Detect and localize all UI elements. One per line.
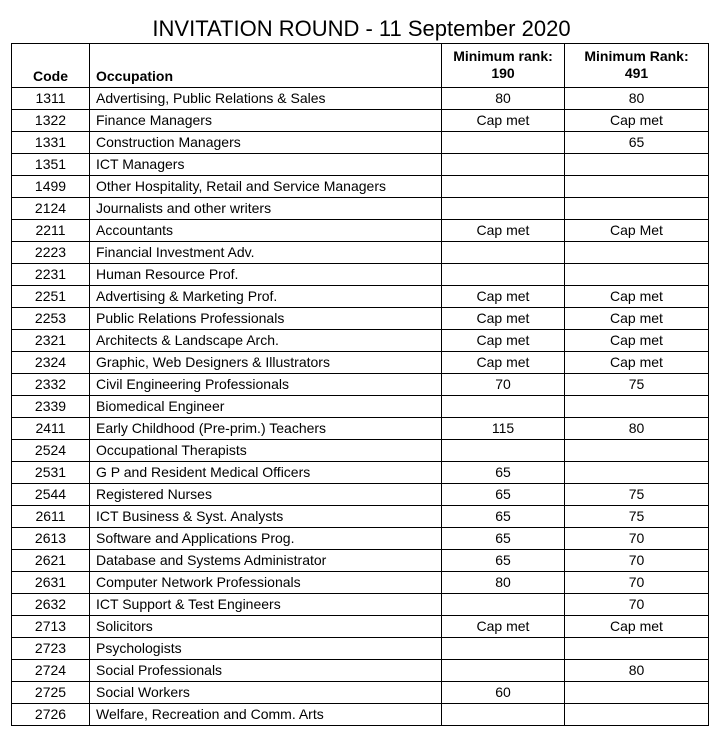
- cell-min-rank-190: 65: [442, 506, 565, 528]
- cell-min-rank-190: Cap met: [442, 220, 565, 242]
- table-row: [12, 594, 709, 616]
- cell-code: 1351: [12, 154, 90, 176]
- table-row: [12, 440, 709, 462]
- table-row: [12, 572, 709, 594]
- cell-occupation: Graphic, Web Designers & Illustrators: [90, 352, 442, 374]
- header-min-rank-491: [565, 44, 709, 88]
- cell-code: 2321: [12, 330, 90, 352]
- cell-min-rank-190: Cap met: [442, 352, 565, 374]
- cell-min-rank-491: [565, 682, 709, 704]
- cell-code: 2544: [12, 484, 90, 506]
- cell-code: 2713: [12, 616, 90, 638]
- cell-occupation: Welfare, Recreation and Comm. Arts: [90, 704, 442, 726]
- cell-min-rank-491: 70: [565, 528, 709, 550]
- table-row: [12, 110, 709, 132]
- cell-min-rank-190: [442, 660, 565, 682]
- table-row: [12, 176, 709, 198]
- cell-code: 1499: [12, 176, 90, 198]
- table-row: [12, 462, 709, 484]
- cell-code: 2724: [12, 660, 90, 682]
- cell-min-rank-491: 70: [565, 550, 709, 572]
- cell-occupation: Accountants: [90, 220, 442, 242]
- cell-min-rank-491: 65: [565, 132, 709, 154]
- cell-min-rank-491: 75: [565, 506, 709, 528]
- table-row: [12, 330, 709, 352]
- cell-code: 2632: [12, 594, 90, 616]
- cell-min-rank-190: 65: [442, 484, 565, 506]
- table-row: [12, 616, 709, 638]
- table-row: [12, 242, 709, 264]
- table-row: [12, 220, 709, 242]
- cell-code: 2621: [12, 550, 90, 572]
- table-row: [12, 396, 709, 418]
- cell-occupation: Solicitors: [90, 616, 442, 638]
- table-row: [12, 308, 709, 330]
- cell-min-rank-190: [442, 440, 565, 462]
- cell-min-rank-491: [565, 638, 709, 660]
- table-row: [12, 286, 709, 308]
- cell-occupation: Public Relations Professionals: [90, 308, 442, 330]
- cell-min-rank-491: 80: [565, 88, 709, 110]
- header-min-rank-491-label: Minimum Rank:: [584, 47, 689, 64]
- cell-occupation: Psychologists: [90, 638, 442, 660]
- cell-min-rank-190: Cap met: [442, 286, 565, 308]
- page-title: INVITATION ROUND - 11 September 2020: [152, 16, 571, 41]
- cell-occupation: ICT Managers: [90, 154, 442, 176]
- cell-min-rank-190: 65: [442, 528, 565, 550]
- cell-occupation: Computer Network Professionals: [90, 572, 442, 594]
- cell-min-rank-491: Cap met: [565, 308, 709, 330]
- table-row: [12, 682, 709, 704]
- cell-code: 2411: [12, 418, 90, 440]
- cell-occupation: Advertising & Marketing Prof.: [90, 286, 442, 308]
- cell-min-rank-491: 80: [565, 660, 709, 682]
- cell-code: 2124: [12, 198, 90, 220]
- header-code: Code: [12, 44, 90, 88]
- header-min-rank-190-label: Minimum rank:: [453, 47, 553, 64]
- cell-min-rank-190: [442, 638, 565, 660]
- table-row: [12, 506, 709, 528]
- table-row: [12, 418, 709, 440]
- cell-code: 2611: [12, 506, 90, 528]
- cell-min-rank-491: [565, 440, 709, 462]
- cell-code: 2524: [12, 440, 90, 462]
- cell-occupation: Journalists and other writers: [90, 198, 442, 220]
- cell-occupation: Early Childhood (Pre-prim.) Teachers: [90, 418, 442, 440]
- cell-min-rank-491: 70: [565, 594, 709, 616]
- cell-min-rank-190: [442, 704, 565, 726]
- cell-occupation: Social Workers: [90, 682, 442, 704]
- table-row: [12, 660, 709, 682]
- cell-code: 2211: [12, 220, 90, 242]
- cell-min-rank-491: Cap met: [565, 110, 709, 132]
- cell-code: 2723: [12, 638, 90, 660]
- cell-min-rank-190: 115: [442, 418, 565, 440]
- cell-code: 2631: [12, 572, 90, 594]
- table-row: [12, 550, 709, 572]
- header-min-rank-491-value: 491: [624, 64, 649, 81]
- cell-min-rank-491: Cap met: [565, 616, 709, 638]
- cell-min-rank-491: Cap met: [565, 286, 709, 308]
- cell-code: 2324: [12, 352, 90, 374]
- cell-min-rank-491: 75: [565, 374, 709, 396]
- cell-code: 2253: [12, 308, 90, 330]
- cell-occupation: G P and Resident Medical Officers: [90, 462, 442, 484]
- table-row: [12, 352, 709, 374]
- cell-min-rank-190: Cap met: [442, 616, 565, 638]
- cell-min-rank-491: [565, 704, 709, 726]
- table-row: [12, 198, 709, 220]
- cell-occupation: Software and Applications Prog.: [90, 528, 442, 550]
- cell-code: 1331: [12, 132, 90, 154]
- cell-min-rank-190: [442, 242, 565, 264]
- cell-code: 1322: [12, 110, 90, 132]
- header-occupation: Occupation: [90, 44, 442, 88]
- table-row: [12, 374, 709, 396]
- cell-min-rank-190: [442, 154, 565, 176]
- table-row: [12, 638, 709, 660]
- cell-min-rank-190: 65: [442, 550, 565, 572]
- table-row: [12, 528, 709, 550]
- cell-occupation: Construction Managers: [90, 132, 442, 154]
- cell-code: 2531: [12, 462, 90, 484]
- cell-occupation: Human Resource Prof.: [90, 264, 442, 286]
- cell-code: 2223: [12, 242, 90, 264]
- cell-min-rank-491: [565, 198, 709, 220]
- cell-min-rank-190: [442, 594, 565, 616]
- cell-min-rank-491: Cap met: [565, 330, 709, 352]
- table-row: [12, 264, 709, 286]
- cell-code: 2613: [12, 528, 90, 550]
- header-min-rank-190-value: 190: [491, 64, 515, 81]
- cell-min-rank-491: [565, 396, 709, 418]
- table-body: [12, 88, 709, 726]
- cell-min-rank-190: [442, 132, 565, 154]
- table-header-row: [12, 44, 709, 88]
- cell-occupation: ICT Support & Test Engineers: [90, 594, 442, 616]
- cell-min-rank-491: [565, 242, 709, 264]
- table-row: [12, 484, 709, 506]
- cell-occupation: Registered Nurses: [90, 484, 442, 506]
- cell-min-rank-491: 70: [565, 572, 709, 594]
- cell-min-rank-491: Cap Met: [565, 220, 709, 242]
- cell-code: 1311: [12, 88, 90, 110]
- cell-min-rank-190: Cap met: [442, 330, 565, 352]
- cell-occupation: Other Hospitality, Retail and Service Managers: [90, 176, 442, 198]
- cell-occupation: Financial Investment Adv.: [90, 242, 442, 264]
- cell-min-rank-491: [565, 462, 709, 484]
- table-row: [12, 704, 709, 726]
- cell-min-rank-190: [442, 176, 565, 198]
- cell-occupation: ICT Business & Syst. Analysts: [90, 506, 442, 528]
- cell-min-rank-491: [565, 176, 709, 198]
- cell-occupation: Finance Managers: [90, 110, 442, 132]
- cell-min-rank-190: Cap met: [442, 308, 565, 330]
- cell-min-rank-491: 75: [565, 484, 709, 506]
- table-row: [12, 88, 709, 110]
- cell-code: 2251: [12, 286, 90, 308]
- cell-code: 2332: [12, 374, 90, 396]
- cell-min-rank-190: 70: [442, 374, 565, 396]
- cell-code: 2231: [12, 264, 90, 286]
- cell-min-rank-190: [442, 396, 565, 418]
- cell-occupation: Occupational Therapists: [90, 440, 442, 462]
- cell-code: 2726: [12, 704, 90, 726]
- cell-occupation: Architects & Landscape Arch.: [90, 330, 442, 352]
- table-row: [12, 154, 709, 176]
- cell-min-rank-491: 80: [565, 418, 709, 440]
- cell-min-rank-491: Cap met: [565, 352, 709, 374]
- cell-min-rank-190: [442, 198, 565, 220]
- cell-min-rank-190: Cap met: [442, 110, 565, 132]
- cell-occupation: Advertising, Public Relations & Sales: [90, 88, 442, 110]
- cell-min-rank-491: [565, 154, 709, 176]
- cell-occupation: Social Professionals: [90, 660, 442, 682]
- cell-min-rank-190: [442, 264, 565, 286]
- cell-occupation: Biomedical Engineer: [90, 396, 442, 418]
- header-min-rank-190: [442, 44, 565, 88]
- cell-code: 2339: [12, 396, 90, 418]
- cell-min-rank-190: 80: [442, 572, 565, 594]
- cell-occupation: Database and Systems Administrator: [90, 550, 442, 572]
- cell-occupation: Civil Engineering Professionals: [90, 374, 442, 396]
- cell-code: 2725: [12, 682, 90, 704]
- cell-min-rank-491: [565, 264, 709, 286]
- cell-min-rank-190: 80: [442, 88, 565, 110]
- invitation-table: [11, 43, 709, 726]
- table-row: [12, 132, 709, 154]
- cell-min-rank-190: 60: [442, 682, 565, 704]
- cell-min-rank-190: 65: [442, 462, 565, 484]
